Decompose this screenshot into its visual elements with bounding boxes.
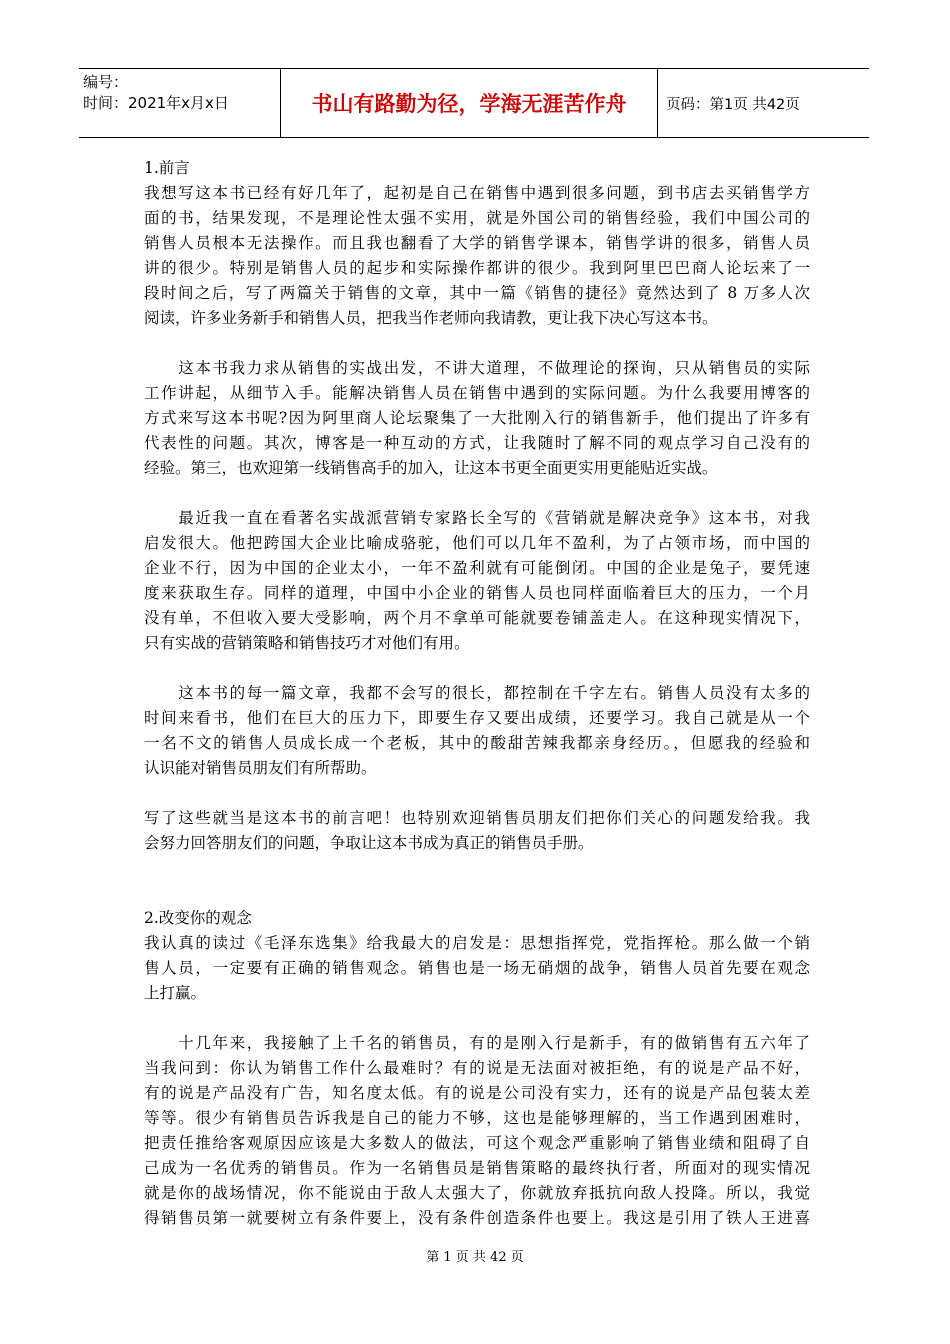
text-line: 售人员，一定要有正确的销售观念。销售也是一场无硝烟的战争，销售人员首先要在观念 [144,959,810,977]
text-line: 会努力回答朋友们的问题，争取让这本书成为真正的销售员手册。 [144,834,594,852]
paragraph-gap [144,781,810,806]
paragraph [144,506,810,656]
text-line: 代表性的问题。其次，博客是一种互动的方式，让我随时了解不同的观点学习自己没有的 [144,434,810,452]
section-gap [144,856,810,906]
text-line: 等等。很少有销售员告诉我是自己的能力不够，这也是能够理解的，当工作遇到困难时， [144,1109,810,1127]
text-line: 度来获取生存。同样的道理，中国中小企业的销售人员也同样面临着巨大的压力，一个月 [144,584,810,602]
header-meta [79,69,281,137]
paragraph [144,1031,810,1231]
text-line: 最近我一直在看著名实战派营销专家路长全写的《营销就是解决竞争》这本书，对我 [144,509,810,527]
paragraph [144,681,810,781]
text-line: 阅读，许多业务新手和销售人员，把我当作老师向我请教，更让我下决心写这本书。 [144,309,718,327]
text-line: 方式来写这本书呢?因为阿里商人论坛聚集了一大批刚入行的销售新手，他们提出了许多有 [144,409,810,427]
text-line: 工作讲起，从细节入手。能解决销售人员在销售中遇到的实际问题。为什么我要用博客的 [144,384,810,402]
paragraph [144,356,810,481]
page-header [79,68,869,138]
doc-number-label: 编号： [83,73,129,91]
text-line: 就是你的战场情况，你不能说由于敌人太强大了，你就放弃抵抗向敌人投降。所以，我觉 [144,1184,810,1202]
section-heading: 1.前言 [144,159,190,177]
text-line: 写了这些就当是这本书的前言吧！也特别欢迎销售员朋友们把你们关心的问题发给我。我 [144,809,810,827]
paragraph-gap [144,481,810,506]
text-line: 启发很大。他把跨国大企业比喻成骆驼，他们可以几年不盈利，为了占领市场，而中国的 [144,534,810,552]
text-line: 当我问到：你认为销售工作什么最难时？有的说是无法面对被拒绝，有的说是产品不好， [144,1059,810,1077]
paragraph [144,181,810,331]
text-line: 时间来看书，他们在巨大的压力下，即要生存又要出成绩，还要学习。我自己就是从一个 [144,709,810,727]
paragraph [144,806,810,856]
text-line: 这本书我力求从销售的实战出发，不讲大道理，不做理论的探询，只从销售员的实际 [144,359,810,377]
text-line: 一名不文的销售人员成长成一个老板，其中的酸甜苦辣我都亲身经历。，但愿我的经验和 [144,734,810,752]
text-line: 只有实战的营销策略和销售技巧才对他们有用。 [144,634,470,652]
text-line: 有的说是产品没有广告，知名度太低。有的说是公司没有实力，还有的说是产品包装太差 [144,1084,810,1102]
paragraph [144,931,810,1006]
text-line: 己成为一名优秀的销售员。作为一名销售员是销售策略的最终执行者，所面对的现实情况 [144,1159,810,1177]
text-line: 销售人员根本无法操作。而且我也翻看了大学的销售学课本，销售学讲的很多，销售人员 [144,234,810,252]
text-line: 经验。第三，也欢迎第一线销售高手的加入，让这本书更全面更实用更能贴近实战。 [144,459,718,477]
paragraph-gap [144,1006,810,1031]
text-line: 得销售员第一就要树立有条件要上，没有条件创造条件也要上。我这是引用了铁人王进喜 [144,1209,810,1227]
text-line: 讲的很少。特别是销售人员的起步和实际操作都讲的很少。我到阿里巴巴商人论坛来了一 [144,259,810,277]
header-motto: 书山有路勤为径，学海无涯苦作舟 [281,69,658,137]
text-line: 我想写这本书已经有好几年了，起初是自己在销售中遇到很多问题，到书店去买销售学方 [144,184,810,202]
text-line: 段时间之后，写了两篇关于销售的文章，其中一篇《销售的捷径》竟然达到了 8 万多人次 [144,284,810,302]
text-line: 我认真的读过《毛泽东选集》给我最大的启发是：思想指挥党，党指挥枪。那么做一个销 [144,934,810,952]
paragraph-gap [144,331,810,356]
text-line: 这本书的每一篇文章，我都不会写的很长，都控制在千字左右。销售人员没有太多的 [144,684,810,702]
text-line: 上打赢。 [144,984,207,1002]
text-line: 没有单，不但收入要大受影响，两个月不拿单可能就要卷铺盖走人。在这种现实情况下， [144,609,810,627]
text-line: 十几年来，我接触了上千名的销售员，有的是刚入行是新手，有的做销售有五六年了 [144,1034,810,1052]
date-label: 时间：2021年x月x日 [83,94,229,112]
paragraph-gap [144,656,810,681]
text-line: 企业不行，因为中国的企业太小，一年不盈利就有可能倒闭。中国的企业是兔子，要凭速 [144,559,810,577]
text-line: 把责任推给客观原因应该是大多数人的做法，可这个观念严重影响了销售业绩和阻碍了自 [144,1134,810,1152]
section-heading: 2.改变你的观念 [144,909,252,927]
text-line: 面的书，结果发现，不是理论性太强不实用，就是外国公司的销售经验，我们中国公司的 [144,209,810,227]
document-body [144,156,810,1231]
text-line: 认识能对销售员朋友们有所帮助。 [144,759,377,777]
header-page-info: 页码：第1页 共42页 [666,96,800,113]
page-footer: 第 1 页 共 42 页 [426,1250,524,1265]
